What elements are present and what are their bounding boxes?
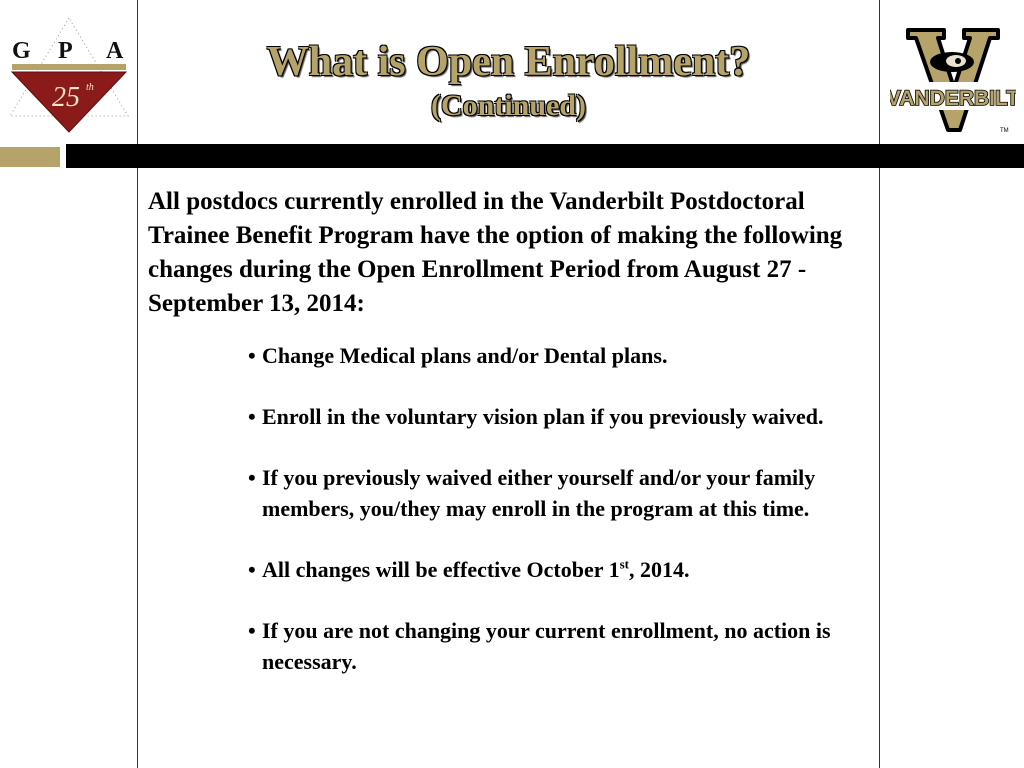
bullet-dot: • xyxy=(248,404,256,429)
gpa-letter-a: A xyxy=(106,38,124,64)
black-header-bar xyxy=(66,144,1024,168)
bullet-text-end: , 2014. xyxy=(629,557,690,582)
slide-title: What is Open Enrollment? xyxy=(266,39,751,85)
list-item xyxy=(248,401,873,432)
vanderbilt-wordmark: VANDERBILT xyxy=(890,87,1016,110)
changes-list xyxy=(248,340,873,707)
bullet-text: All changes will be effective October 1 xyxy=(262,557,620,582)
bullet-text: Enroll in the voluntary vision plan if you previously waived. xyxy=(262,404,824,429)
bullet-dot: • xyxy=(248,465,256,490)
bullet-dot: • xyxy=(248,618,256,643)
gpa-anniversary-suffix: th xyxy=(86,82,94,93)
list-item xyxy=(248,340,873,371)
intro-paragraph: All postdocs currently enrolled in the Vanderbilt Postdoctoral Trainee Benefit Program have the option of making the following changes during the Open Enrollment Period from August 27 - September 13, 2014: xyxy=(148,188,843,317)
vanderbilt-logo-graphic xyxy=(890,26,1016,136)
gpa-logo xyxy=(6,16,132,136)
list-item xyxy=(248,554,873,585)
bullet-dot: • xyxy=(248,343,256,368)
bullet-dot: • xyxy=(248,557,256,582)
gold-accent-bar xyxy=(0,147,60,167)
slide-subtitle: (Continued) xyxy=(430,89,587,122)
ordinal-suffix: st xyxy=(619,556,630,572)
bullet-text: If you previously waived either yourself and/or your family members, you/they may enroll in the program at this time. xyxy=(262,465,816,521)
bullet-text: Change Medical plans and/or Dental plans. xyxy=(262,343,668,368)
right-divider-line xyxy=(879,0,880,768)
vanderbilt-logo xyxy=(890,26,1016,136)
gpa-anniversary-number: 25 xyxy=(52,82,80,113)
list-item xyxy=(248,615,873,677)
list-item xyxy=(248,462,873,524)
gpa-logo-graphic xyxy=(6,16,132,136)
gpa-letter-g: G xyxy=(12,38,31,64)
vanderbilt-trademark: TM xyxy=(1000,128,1009,134)
gpa-letter-p: P xyxy=(58,38,73,64)
bullet-text: If you are not changing your current enrollment, no action is necessary. xyxy=(262,618,831,674)
